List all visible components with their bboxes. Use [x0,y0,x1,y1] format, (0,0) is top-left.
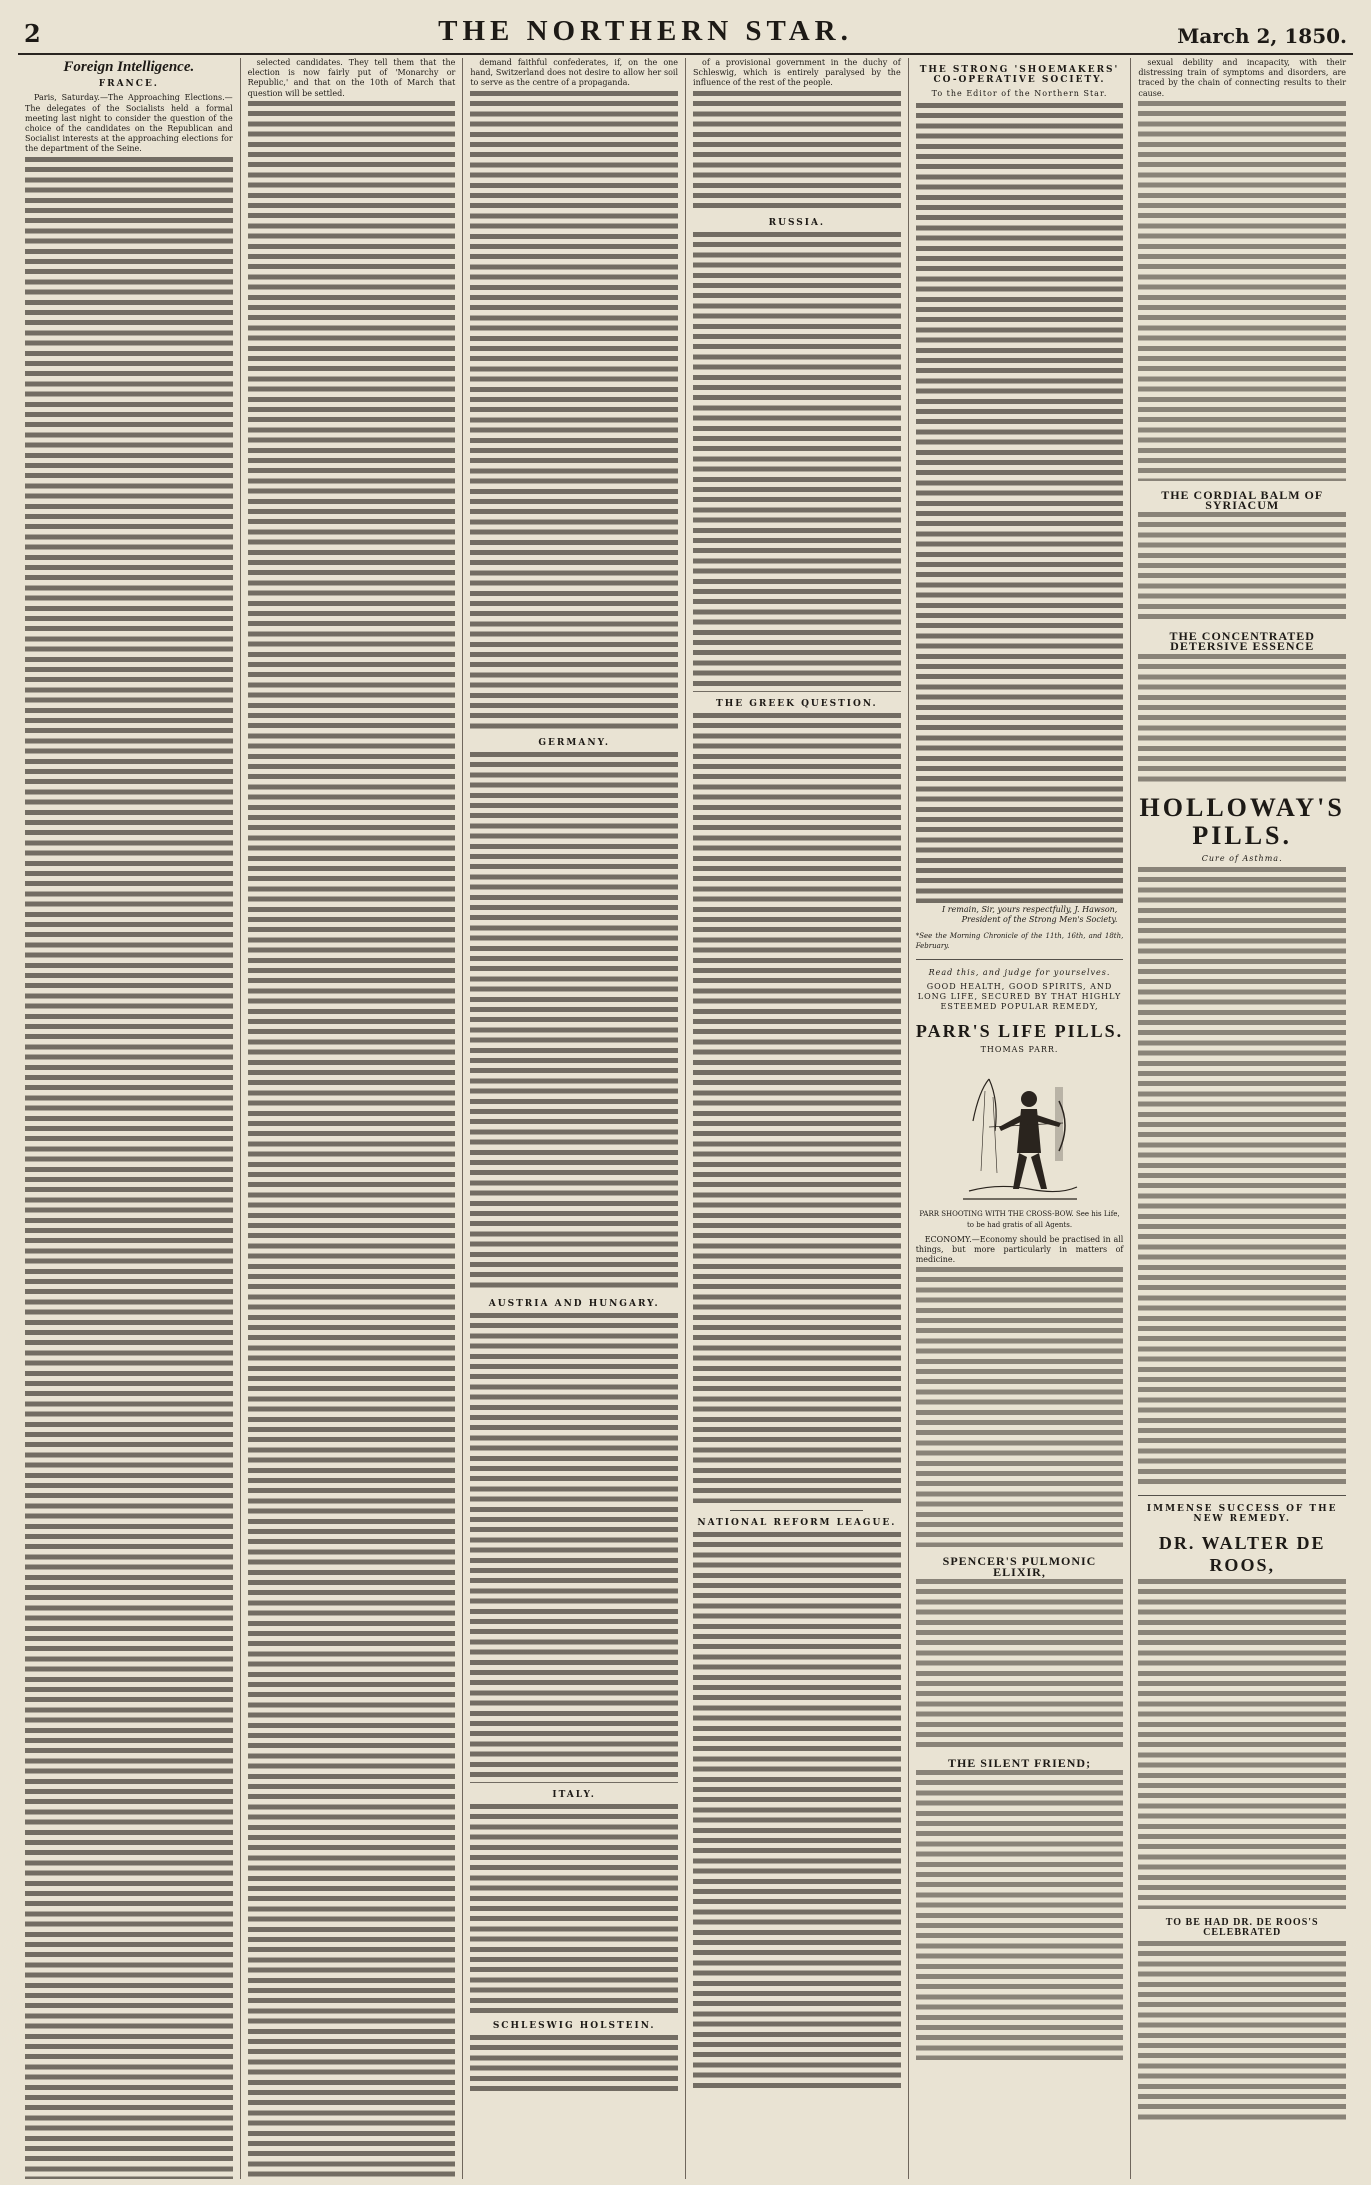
section-title: Foreign Intelligence. [63,59,195,75]
divider [916,959,1124,960]
reform-league-heading: NATIONAL REFORM LEAGUE. [697,1518,897,1529]
new-remedy-heading: IMMENSE SUCCESS OF THE NEW REMEDY. [1146,1503,1338,1525]
body-text-block [470,752,678,1292]
letter-salutation: To the Editor of the Northern Star. [931,89,1108,99]
article-continuation: of a provisional government in the duchy of Schleswig, which is entirely paralysed by the influence of the rest of the people. [693,58,901,88]
economy-paragraph: ECONOMY.—Economy should be practised in all things, but more particularly in matters of medicine. [915,1234,1124,1265]
body-text-block [470,1313,678,1783]
body-text-block [470,91,678,731]
country-heading-holstein: SCHLESWIG HOLSTEIN. [492,2021,656,2032]
article-lead: Paris, Saturday.—The Approaching Elections.—The delegates of the Socialists held a formal meeting last night to consider the question of the choice of the candidates on the Republican and Socialist interests at the approaching elections for the department of the Seine. [25,93,233,154]
ad-body-text [916,1267,1124,1547]
body-text-block [470,2035,678,2095]
article-continuation: demand faithful confederates, if, on the one hand, Switzerland does not desire to allow her soil to serve as the centre of a propaganda. [470,58,679,88]
letter-heading: THE STRONG 'SHOEMAKERS' CO-OPERATIVE SOCIETY. [919,65,1120,86]
masthead [18,0,1353,55]
greek-question-heading: THE GREEK QUESTION. [716,698,878,709]
page-number: 2 [24,19,41,48]
spencer-elixir-title: SPENCER'S PULMONIC ELIXIR, [942,1554,1097,1579]
column-area [18,58,1353,2179]
ad-body-text [1138,1579,1346,1909]
archer-engraving-icon [959,1061,1081,1206]
country-heading-austria: AUSTRIA AND HUNGARY. [488,1298,660,1309]
body-text-block [693,713,901,1503]
letter-footnote: *See the Morning Chronicle of the 11th, 16th, and 18th, February. [915,932,1124,951]
ad-body-text [1138,867,1346,1487]
de-roos-title: DR. WALTER DE ROOS, [1158,1533,1326,1576]
country-heading-france: FRANCE. [98,79,159,90]
cure-tagline: Cure of Asthma. [1201,853,1283,863]
country-heading-russia: RUSSIA. [768,217,826,228]
ad-body-text [916,1770,1124,2060]
ad-continuation: sexual debility and incapacity, with their distressing train of symptoms and disorders, are traced by the chain of connecting results to their cause. [1138,58,1347,98]
ad-byline: THOMAS PARR. [980,1045,1059,1055]
letter-signoff: I remain, Sir, yours respectfully, J. Hawson, President of the Strong Men's Society. [942,904,1118,924]
body-text-block [248,101,456,2179]
letter-body [916,103,1124,903]
column-1 [18,58,241,2179]
divider [730,1510,863,1511]
body-text-block [693,91,901,211]
country-heading-italy: ITALY. [552,1790,596,1801]
column-2 [241,58,464,2179]
newspaper-title: THE NORTHERN STAR. [438,15,853,47]
column-4 [686,58,909,2179]
silent-friend-title: THE SILENT FRIEND; [947,1755,1092,1770]
body-text-block [25,157,233,2179]
ad-body-text [916,1579,1124,1749]
ad-body-text [1138,101,1346,481]
ad-subheading: GOOD HEALTH, GOOD SPIRITS, AND LONG LIFE, SECURED BY THAT HIGHLY ESTEEMED POPULAR REMEDY, [917,981,1122,1012]
article-continuation: selected candidates. They tell them that the election is now fairly put of 'Monarchy or Republic,' and that on the 10th of March that question will be settled. [247,58,456,98]
holloways-pills-title: HOLLOWAY'S PILLS. [1139,792,1345,850]
body-text-block [470,1804,678,2014]
parrs-pills-title: PARR'S LIFE PILLS. [915,1021,1124,1042]
body-text-block [693,1532,901,2092]
column-3 [463,58,686,2179]
de-roos-subtitle: TO BE HAD DR. DE ROOS'S CELEBRATED [1165,1917,1319,1939]
issue-date: March 2, 1850. [1177,24,1347,48]
divider [1138,1495,1346,1496]
country-heading-germany: GERMANY. [538,737,610,748]
column-6 [1131,58,1353,2179]
cordial-balm-title: THE CORDIAL BALM OF SYRIACUM [1161,487,1324,513]
engraving-caption: PARR SHOOTING WITH THE CROSS-BOW. See his Life, to be had gratis of all Agents. [919,1210,1120,1229]
detersive-essence-title: THE CONCENTRATED DETERSIVE ESSENCE [1169,629,1315,654]
body-text-block [693,232,901,692]
ad-tagline: Read this, and judge for yourselves. [928,968,1111,978]
ad-body-text [1138,512,1346,622]
ad-body-text [1138,654,1346,784]
ad-body-text [1138,1941,1346,2121]
column-5 [909,58,1132,2179]
